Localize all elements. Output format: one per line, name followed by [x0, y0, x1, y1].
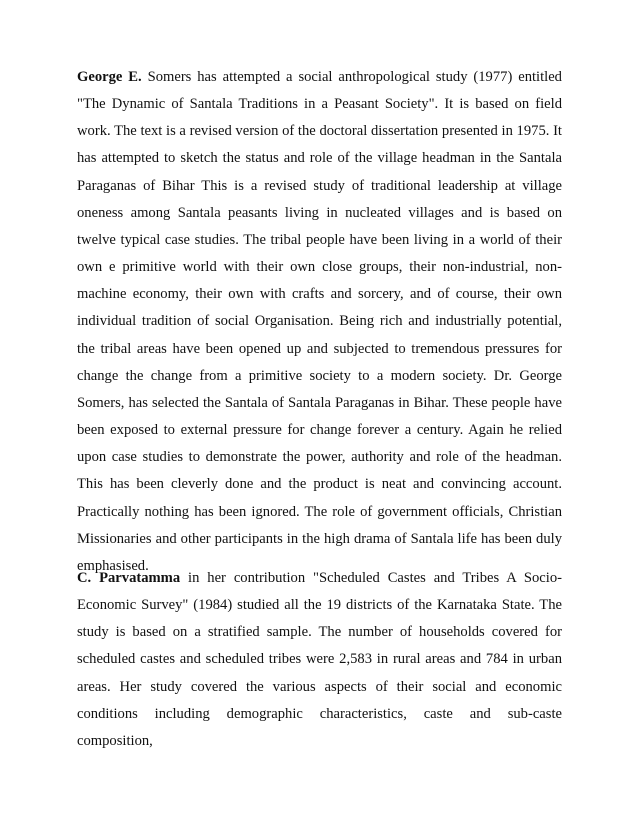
paragraph-lead-author: C. Parvatamma — [77, 570, 181, 586]
paragraph-parvatamma — [77, 565, 562, 755]
paragraph-body: in her contribution "Scheduled Castes and Tribes A Socio-Economic Survey" (1984) studied all the 19 districts of the Karnataka State. The study is based on a stratified sample. The number of households covered for scheduled castes and scheduled tribes were 2,583 in rural areas and 784 in urban areas. Her study covered the various aspects of their social and economic conditions including demographic characteristics, caste and sub-caste composition, — [77, 570, 562, 749]
paragraph-body: Somers has attempted a social anthropological study (1977) entitled "The Dynamic of Santala Traditions in a Peasant Society". It is based on field work. The text is a revised version of the doctoral dissertation presented in 1975. It has attempted to sketch the status and role of the village headman in the Santala Paraganas of Bihar This is a revised study of traditional leadership at village oneness among Santala peasants living in nucleated villages and is based on twelve typical case studies. The tribal people have been living in a world of their own e primitive world with their own close groups, their non-industrial, non-machine economy, their own with crafts and sorcery, and of course, their own individual tradition of social Organisation. Being rich and industrially potential, the tribal areas have been opened up and subjected to tremendous pressures for change the change from a primitive society to a modern society. Dr. George Somers, has selected the Santala of Santala Paraganas in Bihar. These people have been exposed to external pressure for change forever a century. Again he relied upon case studies to demonstrate the power, authority and role of the headman. This has been cleverly done and the product is neat and convincing account. Practically nothing has been ignored. The role of government officials, Christian Missionaries and other participants in the high drama of Santala life has been duly emphasised. — [77, 69, 562, 574]
paragraph-somers — [77, 64, 562, 580]
paragraph-lead-author: George E. — [77, 69, 142, 85]
